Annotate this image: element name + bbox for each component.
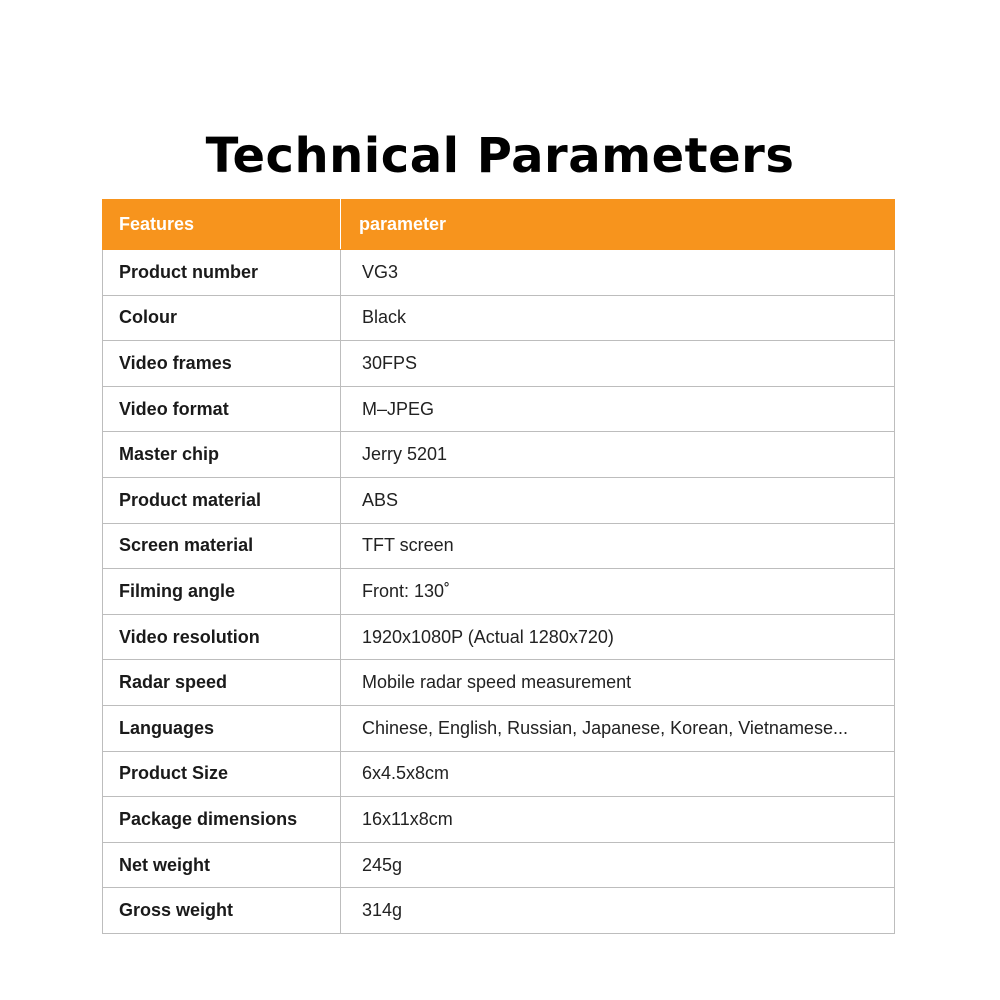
feature-cell: Gross weight [103,888,341,934]
value-cell: Mobile radar speed measurement [341,660,895,706]
table-row [103,614,895,660]
value-cell: ABS [341,477,895,523]
feature-cell: Video format [103,386,341,432]
feature-cell: Product material [103,477,341,523]
feature-cell: Package dimensions [103,797,341,843]
table-row [103,341,895,387]
table-row [103,705,895,751]
value-cell: 30FPS [341,341,895,387]
table-header-row [103,200,895,250]
table-row [103,751,895,797]
table-row [103,250,895,296]
table-row [103,842,895,888]
value-cell: Black [341,295,895,341]
feature-cell: Master chip [103,432,341,478]
value-cell: 16x11x8cm [341,797,895,843]
feature-cell: Screen material [103,523,341,569]
column-header-features: Features [103,200,341,250]
feature-cell: Video frames [103,341,341,387]
value-cell: Front: 130˚ [341,569,895,615]
page-title: Technical Parameters [205,128,795,185]
value-cell: TFT screen [341,523,895,569]
feature-cell: Filming angle [103,569,341,615]
value-cell: 314g [341,888,895,934]
feature-cell: Product number [103,250,341,296]
value-cell: Chinese, English, Russian, Japanese, Korean, Vietnamese... [341,705,895,751]
feature-cell: Product Size [103,751,341,797]
table-row [103,386,895,432]
value-cell: 1920x1080P (Actual 1280x720) [341,614,895,660]
feature-cell: Video resolution [103,614,341,660]
table-row [103,888,895,934]
feature-cell: Colour [103,295,341,341]
feature-cell: Radar speed [103,660,341,706]
value-cell: Jerry 5201 [341,432,895,478]
feature-cell: Languages [103,705,341,751]
table-row [103,797,895,843]
value-cell: 6x4.5x8cm [341,751,895,797]
feature-cell: Net weight [103,842,341,888]
table-row [103,523,895,569]
table-row [103,295,895,341]
value-cell: VG3 [341,250,895,296]
column-header-parameter: parameter [341,200,895,250]
value-cell: M–JPEG [341,386,895,432]
table-row [103,477,895,523]
table-row [103,432,895,478]
table-row [103,569,895,615]
table-row [103,660,895,706]
spec-table [102,199,895,934]
value-cell: 245g [341,842,895,888]
